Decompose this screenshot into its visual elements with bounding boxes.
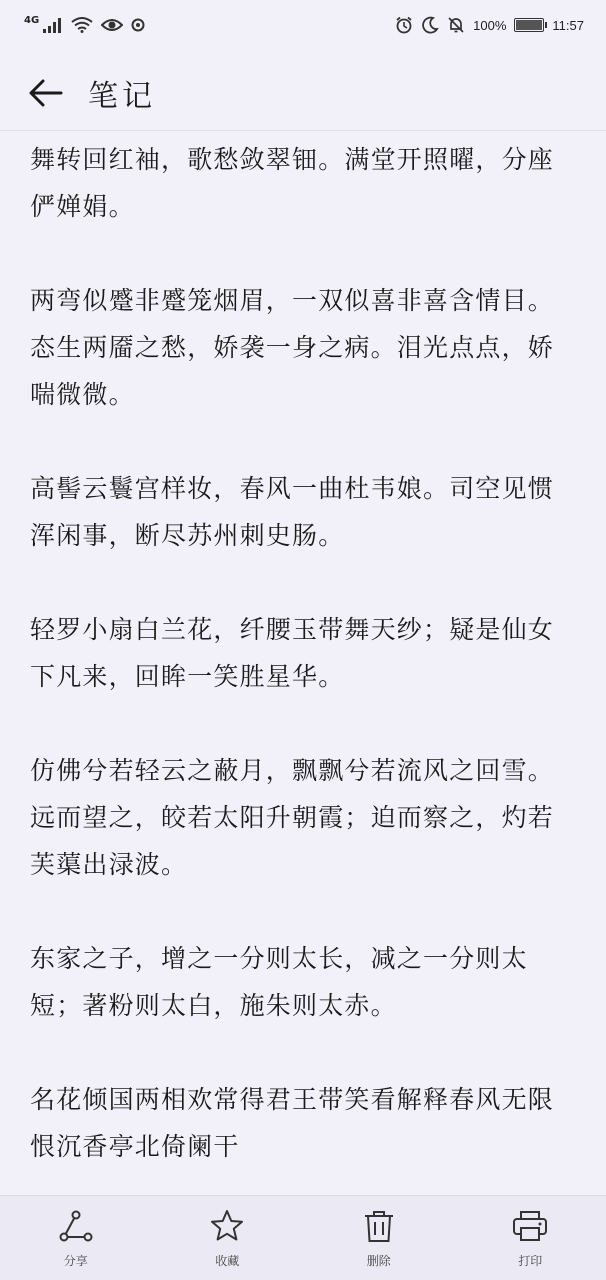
share-button[interactable] (26, 1198, 126, 1278)
header-divider (0, 130, 606, 131)
print-button[interactable] (480, 1198, 580, 1278)
network-type: 4G (24, 14, 40, 26)
share-label: 分享 (63, 1253, 88, 1268)
location-icon (131, 18, 145, 32)
battery-icon (514, 18, 544, 32)
battery-fill (516, 20, 542, 30)
note-paragraph: 两弯似蹙非蹙笼烟眉，一双似喜非喜含情目。态生两靥之愁，娇袭一身之病。泪光点点，娇喘微微。 (30, 286, 555, 409)
status-bar (0, 0, 606, 50)
favorite-label: 收藏 (215, 1253, 240, 1268)
clock: 11:57 (552, 17, 584, 33)
print-label: 打印 (518, 1253, 543, 1268)
eye-comfort-icon (101, 17, 123, 33)
favorite-button[interactable] (177, 1198, 277, 1278)
printer-icon (512, 1210, 548, 1242)
note-paragraph: 东家之子，增之一分则太长，减之一分则太短；著粉则太白，施朱则太赤。 (30, 944, 528, 1020)
signal-icon (43, 17, 63, 33)
note-paragraph: 名花倾国两相欢常得君王带笑看解释春风无限恨沉香亭北倚阑干 (30, 1085, 555, 1161)
note-paragraph: 舞转回红袖，歌愁敛翠钿。满堂开照曜，分座俨婵娟。 (30, 145, 555, 221)
mute-icon (447, 16, 465, 34)
battery-percent: 100% (473, 17, 507, 33)
delete-label: 删除 (366, 1253, 391, 1268)
star-icon (210, 1209, 244, 1243)
trash-icon (363, 1209, 395, 1243)
page-title: 笔记 (88, 79, 156, 114)
back-arrow-icon (29, 79, 63, 107)
note-content[interactable] (0, 132, 606, 1196)
delete-button[interactable] (329, 1198, 429, 1278)
moon-icon (421, 16, 439, 34)
share-icon (59, 1209, 93, 1243)
wifi-icon (71, 17, 93, 33)
alarm-icon (395, 16, 413, 34)
note-paragraph: 轻罗小扇白兰花，纤腰玉带舞天纱；疑是仙女下凡来，回眸一笑胜星华。 (30, 615, 555, 691)
status-right (395, 16, 584, 34)
status-left (24, 14, 145, 33)
note-paragraph: 高髻云鬟宫样妆，春风一曲杜韦娘。司空见惯浑闲事，断尽苏州刺史肠。 (30, 474, 555, 550)
note-paragraph: 仿佛兮若轻云之蔽月，飘飘兮若流风之回雪。远而望之，皎若太阳升朝霞；迫而察之，灼若芙蕖出渌波。 (30, 756, 555, 879)
back-button[interactable] (22, 69, 70, 117)
app-header (0, 56, 606, 130)
bottom-toolbar (0, 1195, 606, 1280)
